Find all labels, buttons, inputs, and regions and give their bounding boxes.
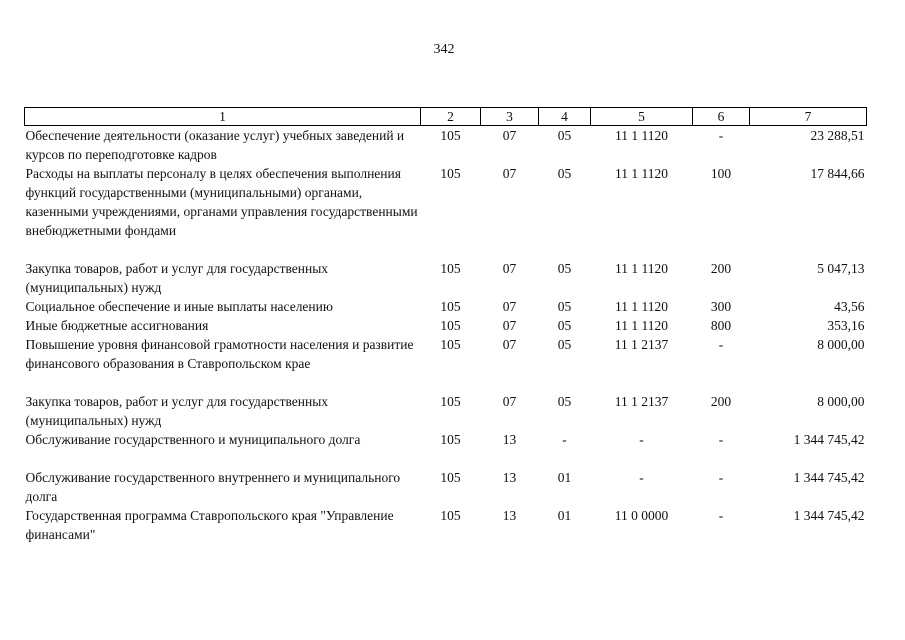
row-code-2: 105 [440, 299, 461, 314]
page-number: 342 [433, 42, 455, 57]
row-code-4: 01 [557, 508, 572, 523]
row-code-3: 13 [502, 432, 517, 447]
row-amount: 17 844,66 [810, 166, 865, 181]
row-code-4: 05 [557, 299, 572, 314]
row-code-6: - [718, 470, 724, 485]
table-body [25, 126, 867, 545]
header-col-5: 5 [591, 108, 693, 126]
budget-table [24, 107, 867, 544]
row-spacer [25, 449, 867, 468]
row-amount: 23 288,51 [810, 128, 865, 143]
row-code-3: 13 [502, 508, 517, 523]
row-code-6: - [718, 128, 724, 143]
row-code-2: 105 [440, 432, 461, 447]
row-code-5: 11 0 0000 [614, 508, 669, 523]
row-code-5: 11 1 1120 [615, 261, 668, 276]
row-spacer [25, 373, 867, 392]
row-code-4: 05 [557, 337, 572, 352]
row-code-3: 07 [502, 394, 517, 409]
table-row [25, 259, 867, 297]
row-code-6: - [718, 508, 724, 523]
row-code-5: 11 1 2137 [614, 394, 669, 409]
row-name: Закупка товаров, работ и услуг для государственных (муниципальных) нужд [25, 261, 329, 295]
row-amount: 43,56 [834, 299, 865, 314]
row-amount: 8 000,00 [817, 337, 865, 352]
row-amount: 1 344 745,42 [793, 432, 865, 447]
row-code-6: 200 [710, 394, 732, 409]
header-col-1: 1 [25, 108, 421, 126]
row-code-3: 13 [502, 470, 517, 485]
row-code-5: - [639, 470, 644, 485]
row-code-6: - [718, 337, 724, 352]
spacer-cell [25, 449, 867, 468]
row-amount: 1 344 745,42 [793, 470, 865, 485]
row-code-2: 105 [440, 261, 461, 276]
header-col-3: 3 [481, 108, 539, 126]
table-row [25, 297, 867, 316]
row-code-6: 100 [710, 166, 732, 181]
row-code-6: 800 [710, 318, 732, 333]
row-code-2: 105 [440, 470, 461, 485]
row-code-4: 05 [557, 394, 572, 409]
table-row [25, 164, 867, 240]
row-code-6: - [718, 432, 724, 447]
row-code-3: 07 [502, 261, 517, 276]
table-row [25, 335, 867, 373]
row-code-5: 11 1 1120 [615, 166, 668, 181]
row-code-3: 07 [502, 128, 517, 143]
header-col-6: 6 [693, 108, 750, 126]
row-code-5: 11 1 1120 [615, 299, 668, 314]
table-row [25, 506, 867, 544]
row-name: Обслуживание государственного внутреннего и муниципального долга [25, 470, 401, 504]
row-name: Расходы на выплаты персоналу в целях обеспечения выполнения функций государственными (муниципальными) органами, казенными учреждениями, органами управления государственными внебюджетными фондами [25, 166, 418, 238]
table-row [25, 430, 867, 449]
row-amount: 1 344 745,42 [793, 508, 865, 523]
row-spacer [25, 240, 867, 259]
row-code-2: 105 [440, 318, 461, 333]
row-code-4: 05 [557, 261, 572, 276]
row-code-4: 05 [557, 318, 572, 333]
row-name: Обеспечение деятельности (оказание услуг) учебных заведений и курсов по переподготовке кадров [25, 128, 405, 162]
header-col-2: 2 [421, 108, 481, 126]
row-code-2: 105 [440, 508, 461, 523]
row-code-5: 11 1 1120 [615, 318, 668, 333]
row-code-4: 05 [557, 128, 572, 143]
row-code-2: 105 [440, 128, 461, 143]
row-name: Иные бюджетные ассигнования [25, 318, 209, 333]
row-code-6: 200 [710, 261, 732, 276]
header-col-4: 4 [539, 108, 591, 126]
spacer-cell [25, 240, 867, 259]
table-header [25, 108, 867, 126]
row-code-2: 105 [440, 166, 461, 181]
row-code-5: 11 1 1120 [615, 128, 668, 143]
row-amount: 353,16 [827, 318, 865, 333]
table-row [25, 126, 867, 165]
table-row [25, 316, 867, 335]
row-code-2: 105 [440, 394, 461, 409]
row-code-4: - [562, 432, 567, 447]
row-code-4: 05 [557, 166, 572, 181]
row-code-5: 11 1 2137 [614, 337, 669, 352]
row-code-3: 07 [502, 318, 517, 333]
row-name: Государственная программа Ставропольского края "Управление финансами" [25, 508, 394, 542]
row-code-6: 300 [710, 299, 732, 314]
row-code-2: 105 [440, 337, 461, 352]
row-amount: 5 047,13 [817, 261, 865, 276]
table-row [25, 468, 867, 506]
row-code-5: - [639, 432, 644, 447]
row-name: Обслуживание государственного и муниципального долга [25, 432, 361, 447]
row-code-3: 07 [502, 337, 517, 352]
row-name: Повышение уровня финансовой грамотности населения и развитие финансового образования в Ставропольском крае [25, 337, 414, 371]
header-col-7: 7 [750, 108, 867, 126]
row-name: Закупка товаров, работ и услуг для государственных (муниципальных) нужд [25, 394, 329, 428]
row-code-4: 01 [557, 470, 572, 485]
row-code-3: 07 [502, 166, 517, 181]
spacer-cell [25, 373, 867, 392]
row-name: Социальное обеспечение и иные выплаты населению [25, 299, 333, 314]
row-code-3: 07 [502, 299, 517, 314]
row-amount: 8 000,00 [817, 394, 865, 409]
table-row [25, 392, 867, 430]
